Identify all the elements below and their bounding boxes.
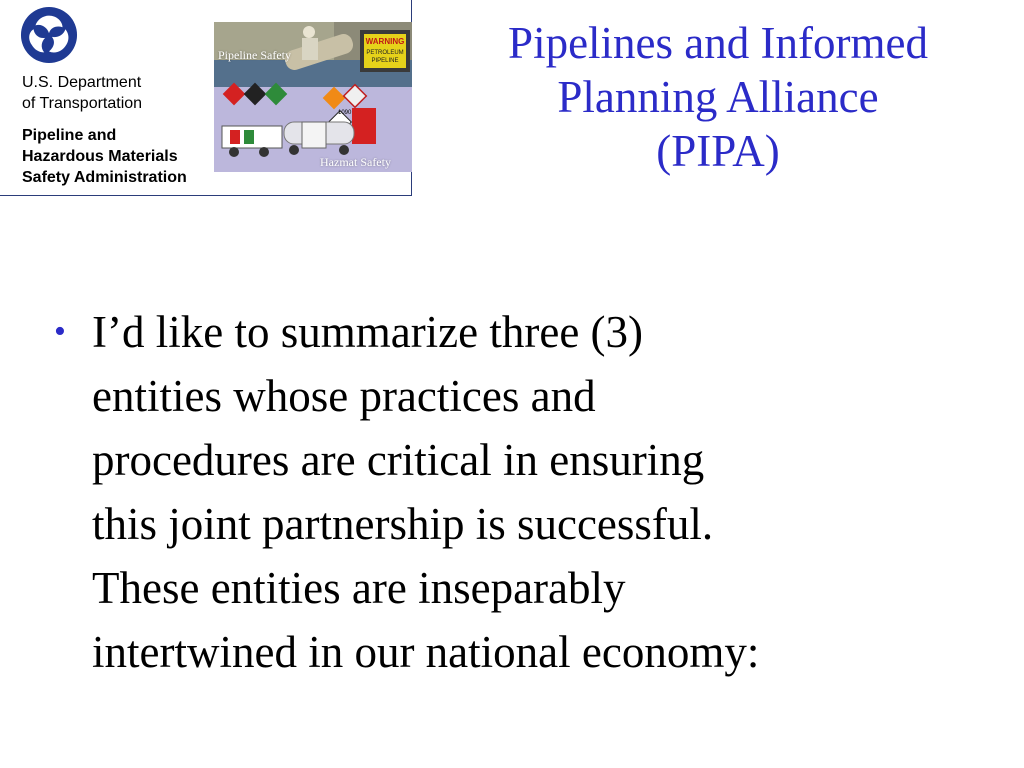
bullet-line: entities whose practices and [92, 371, 596, 421]
title-line: Pipelines and Informed [508, 18, 928, 68]
hazmat-safety-caption: Hazmat Safety [320, 155, 391, 169]
agency-department [22, 72, 142, 114]
bullet-line: this joint partnership is successful. [92, 499, 714, 549]
pipeline-safety-caption: Pipeline Safety [218, 48, 291, 62]
sign-warning-text: WARNING [365, 37, 405, 46]
pipeline-hazmat-montage [214, 22, 412, 172]
bullet-text [92, 300, 759, 684]
bullet-marker: • [54, 313, 66, 350]
placard-number-text: 1090 [338, 110, 352, 116]
agency-phmsa-line: Hazardous Materials [22, 148, 178, 165]
agency-phmsa [22, 125, 187, 188]
title-line: Planning Alliance [557, 72, 879, 122]
bullet-line: procedures are critical in ensuring [92, 435, 705, 485]
agency-phmsa-line: Pipeline and [22, 127, 117, 144]
bullet-line: intertwined in our national economy: [92, 627, 760, 677]
header-logo-block [0, 0, 412, 196]
montage-illustration [214, 22, 412, 172]
title-line: (PIPA) [656, 126, 780, 176]
bullet-line: These entities are inseparably [92, 563, 626, 613]
agency-dept-line: of Transportation [22, 95, 143, 112]
bullet-line: I’d like to summarize three (3) [92, 307, 644, 357]
agency-dept-line: U.S. Department [22, 74, 142, 91]
agency-phmsa-line: Safety Administration [22, 169, 187, 186]
dot-logo-icon [20, 6, 78, 64]
sign-pipeline-text: PIPELINE [371, 58, 399, 64]
sign-petroleum-text: PETROLEUM [366, 50, 404, 56]
slide-title [412, 16, 1024, 178]
